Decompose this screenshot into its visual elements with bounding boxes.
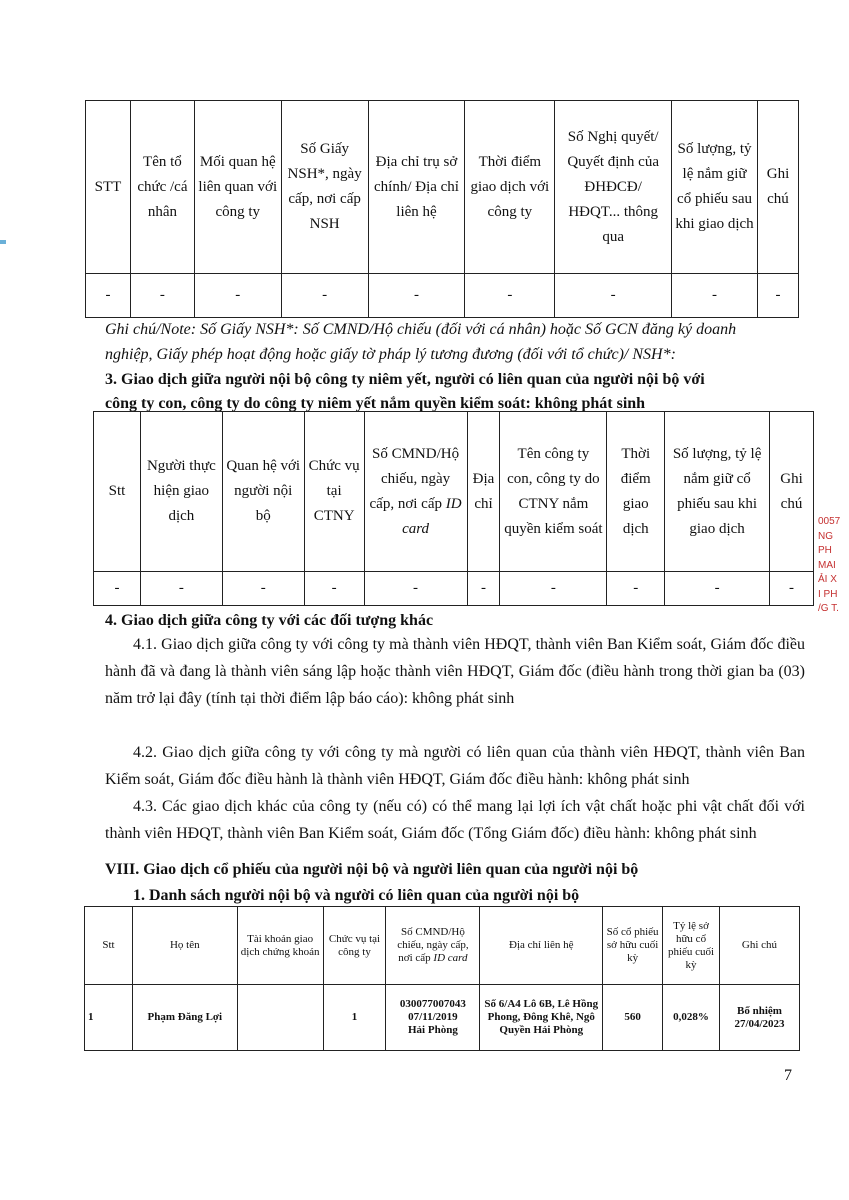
related-party-table bbox=[85, 100, 799, 318]
cell: - bbox=[281, 274, 368, 318]
insider-list-table bbox=[84, 906, 800, 1051]
cell-stt: 1 bbox=[85, 985, 133, 1051]
page-number: 7 bbox=[784, 1067, 792, 1084]
cell: - bbox=[94, 572, 141, 606]
header-note: Ghi chú bbox=[757, 101, 798, 274]
cell: - bbox=[467, 572, 500, 606]
cell: - bbox=[194, 274, 281, 318]
paragraph-4-1: 4.1. Giao dịch giữa công ty với công ty mà thành viên HĐQT, thành viên Ban Kiểm soát, Giám đốc điều hành đã và đang là thành viên sáng lập hoặc thành viên HĐQT, Giám đốc (điều hành trong thời gian ba (03) năm trở lại đây (tính tại thời điểm lập báo cáo): không phát sinh bbox=[105, 636, 805, 707]
header-relationship: Mối quan hệ liên quan với công ty bbox=[194, 101, 281, 274]
header-subsidiary: Tên công ty con, công ty do CTNY nắm quyền kiểm soát bbox=[500, 412, 607, 572]
header-relationship: Quan hệ với người nội bộ bbox=[222, 412, 304, 572]
section-3-title-line-2: công ty con, công ty do công ty niêm yết nắm quyền kiểm soát: không phát sinh bbox=[105, 395, 646, 412]
header-org-name: Tên tổ chức /cá nhân bbox=[130, 101, 194, 274]
note-line-1: Ghi chú/Note: Số Giấy NSH*: Số CMND/Hộ chiếu (đối với cá nhân) hoặc Số GCN đăng ký doanh bbox=[105, 321, 737, 338]
table-row bbox=[94, 572, 814, 606]
header-address: Địa chỉ liên hệ bbox=[480, 907, 603, 985]
header-shares: Số lượng, tỷ lệ nắm giữ cổ phiếu sau khi giao dịch bbox=[672, 101, 758, 274]
section-4-title: 4. Giao dịch giữa công ty với các đối tượng khác bbox=[105, 612, 434, 629]
cell-position: 1 bbox=[323, 985, 386, 1051]
cell: - bbox=[368, 274, 465, 318]
header-shares: Số cổ phiếu sở hữu cuối kỳ bbox=[603, 907, 663, 985]
note-line-2: nghiệp, Giấy phép hoạt động hoặc giấy tờ pháp lý tương đương (đối với tổ chức)/ NSH*: bbox=[105, 346, 676, 363]
header-stt: Stt bbox=[85, 907, 133, 985]
header-name: Họ tên bbox=[132, 907, 237, 985]
cell-id: 030077007043 07/11/2019 Hải Phòng bbox=[386, 985, 480, 1051]
header-time: Thời điểm giao dịch với công ty bbox=[465, 101, 555, 274]
cell: - bbox=[465, 274, 555, 318]
cell: - bbox=[770, 572, 814, 606]
cell-account bbox=[237, 985, 323, 1051]
header-time: Thời điểm giao dịch bbox=[607, 412, 665, 572]
header-shares: Số lượng, tỷ lệ nắm giữ cổ phiếu sau khi giao dịch bbox=[665, 412, 770, 572]
cell: - bbox=[665, 572, 770, 606]
cell: - bbox=[304, 572, 364, 606]
cell-ratio: 0,028% bbox=[663, 985, 720, 1051]
cell: - bbox=[140, 572, 222, 606]
cell-shares: 560 bbox=[603, 985, 663, 1051]
cell: - bbox=[500, 572, 607, 606]
header-note: Ghi chú bbox=[720, 907, 800, 985]
header-trader: Người thực hiện giao dịch bbox=[140, 412, 222, 572]
header-id: Số CMND/Hộ chiếu, ngày cấp, nơi cấp ID card bbox=[386, 907, 480, 985]
section-3-title-line-1: 3. Giao dịch giữa người nội bộ công ty niêm yết, người có liên quan của người nội bộ với bbox=[105, 371, 705, 388]
header-nsh: Số Giấy NSH*, ngày cấp, nơi cấp NSH bbox=[281, 101, 368, 274]
table-row bbox=[85, 985, 800, 1051]
company-stamp-fragment: 0057 NG PH MAI ẢI X I PH /G T. bbox=[818, 516, 841, 614]
paragraph-4-3-display: 4.3. Các giao dịch khác của công ty (nếu có) có thể mang lại lợi ích vật chất hoặc phi vật chất đối với thành viên HĐQT, thành viên Ban Kiểm soát, Giám đốc (Tổng Giám đốc) điều hành: không phát sinh bbox=[105, 798, 805, 842]
cell: - bbox=[364, 572, 467, 606]
header-id: Số CMND/Hộ chiếu, ngày cấp, nơi cấp ID card bbox=[364, 412, 467, 572]
cell-note: Bổ nhiệm 27/04/2023 bbox=[720, 985, 800, 1051]
header-address: Địa chỉ bbox=[467, 412, 500, 572]
cell: - bbox=[757, 274, 798, 318]
header-ratio: Tỷ lệ sở hữu cổ phiếu cuối kỳ bbox=[663, 907, 720, 985]
cell: - bbox=[672, 274, 758, 318]
header-address: Địa chỉ trụ sở chính/ Địa chỉ liên hệ bbox=[368, 101, 465, 274]
cell-address: Số 6/A4 Lô 6B, Lê Hồng Phong, Đông Khê, Ngô Quyền Hải Phòng bbox=[480, 985, 603, 1051]
paragraph-4-2: 4.2. Giao dịch giữa công ty với công ty mà người có liên quan của thành viên HĐQT, thành viên Ban Kiểm soát, Giám đốc điều hành là thành viên HĐQT, Giám đốc điều hành: không phát sinh bbox=[105, 744, 805, 788]
section-8-subtitle: 1. Danh sách người nội bộ và người có liên quan của người nội bộ bbox=[133, 887, 580, 904]
cell-name: Phạm Đăng Lợi bbox=[132, 985, 237, 1051]
header-position: Chức vụ tại CTNY bbox=[304, 412, 364, 572]
header-resolution: Số Nghị quyết/ Quyết định của ĐHĐCĐ/ HĐQT... thông qua bbox=[555, 101, 672, 274]
table-row bbox=[86, 274, 799, 318]
header-stt: STT bbox=[86, 101, 131, 274]
header-position: Chức vụ tại công ty bbox=[323, 907, 386, 985]
cell: - bbox=[607, 572, 665, 606]
cell: - bbox=[222, 572, 304, 606]
header-note: Ghi chú bbox=[770, 412, 814, 572]
header-account: Tài khoản giao dịch chứng khoán bbox=[237, 907, 323, 985]
header-stt: Stt bbox=[94, 412, 141, 572]
section-8-title: VIII. Giao dịch cổ phiếu của người nội bộ và người liên quan của người nội bộ bbox=[105, 861, 639, 878]
cell: - bbox=[555, 274, 672, 318]
cell: - bbox=[86, 274, 131, 318]
subsidiary-transaction-table bbox=[93, 411, 814, 606]
margin-mark bbox=[0, 240, 6, 244]
cell: - bbox=[130, 274, 194, 318]
